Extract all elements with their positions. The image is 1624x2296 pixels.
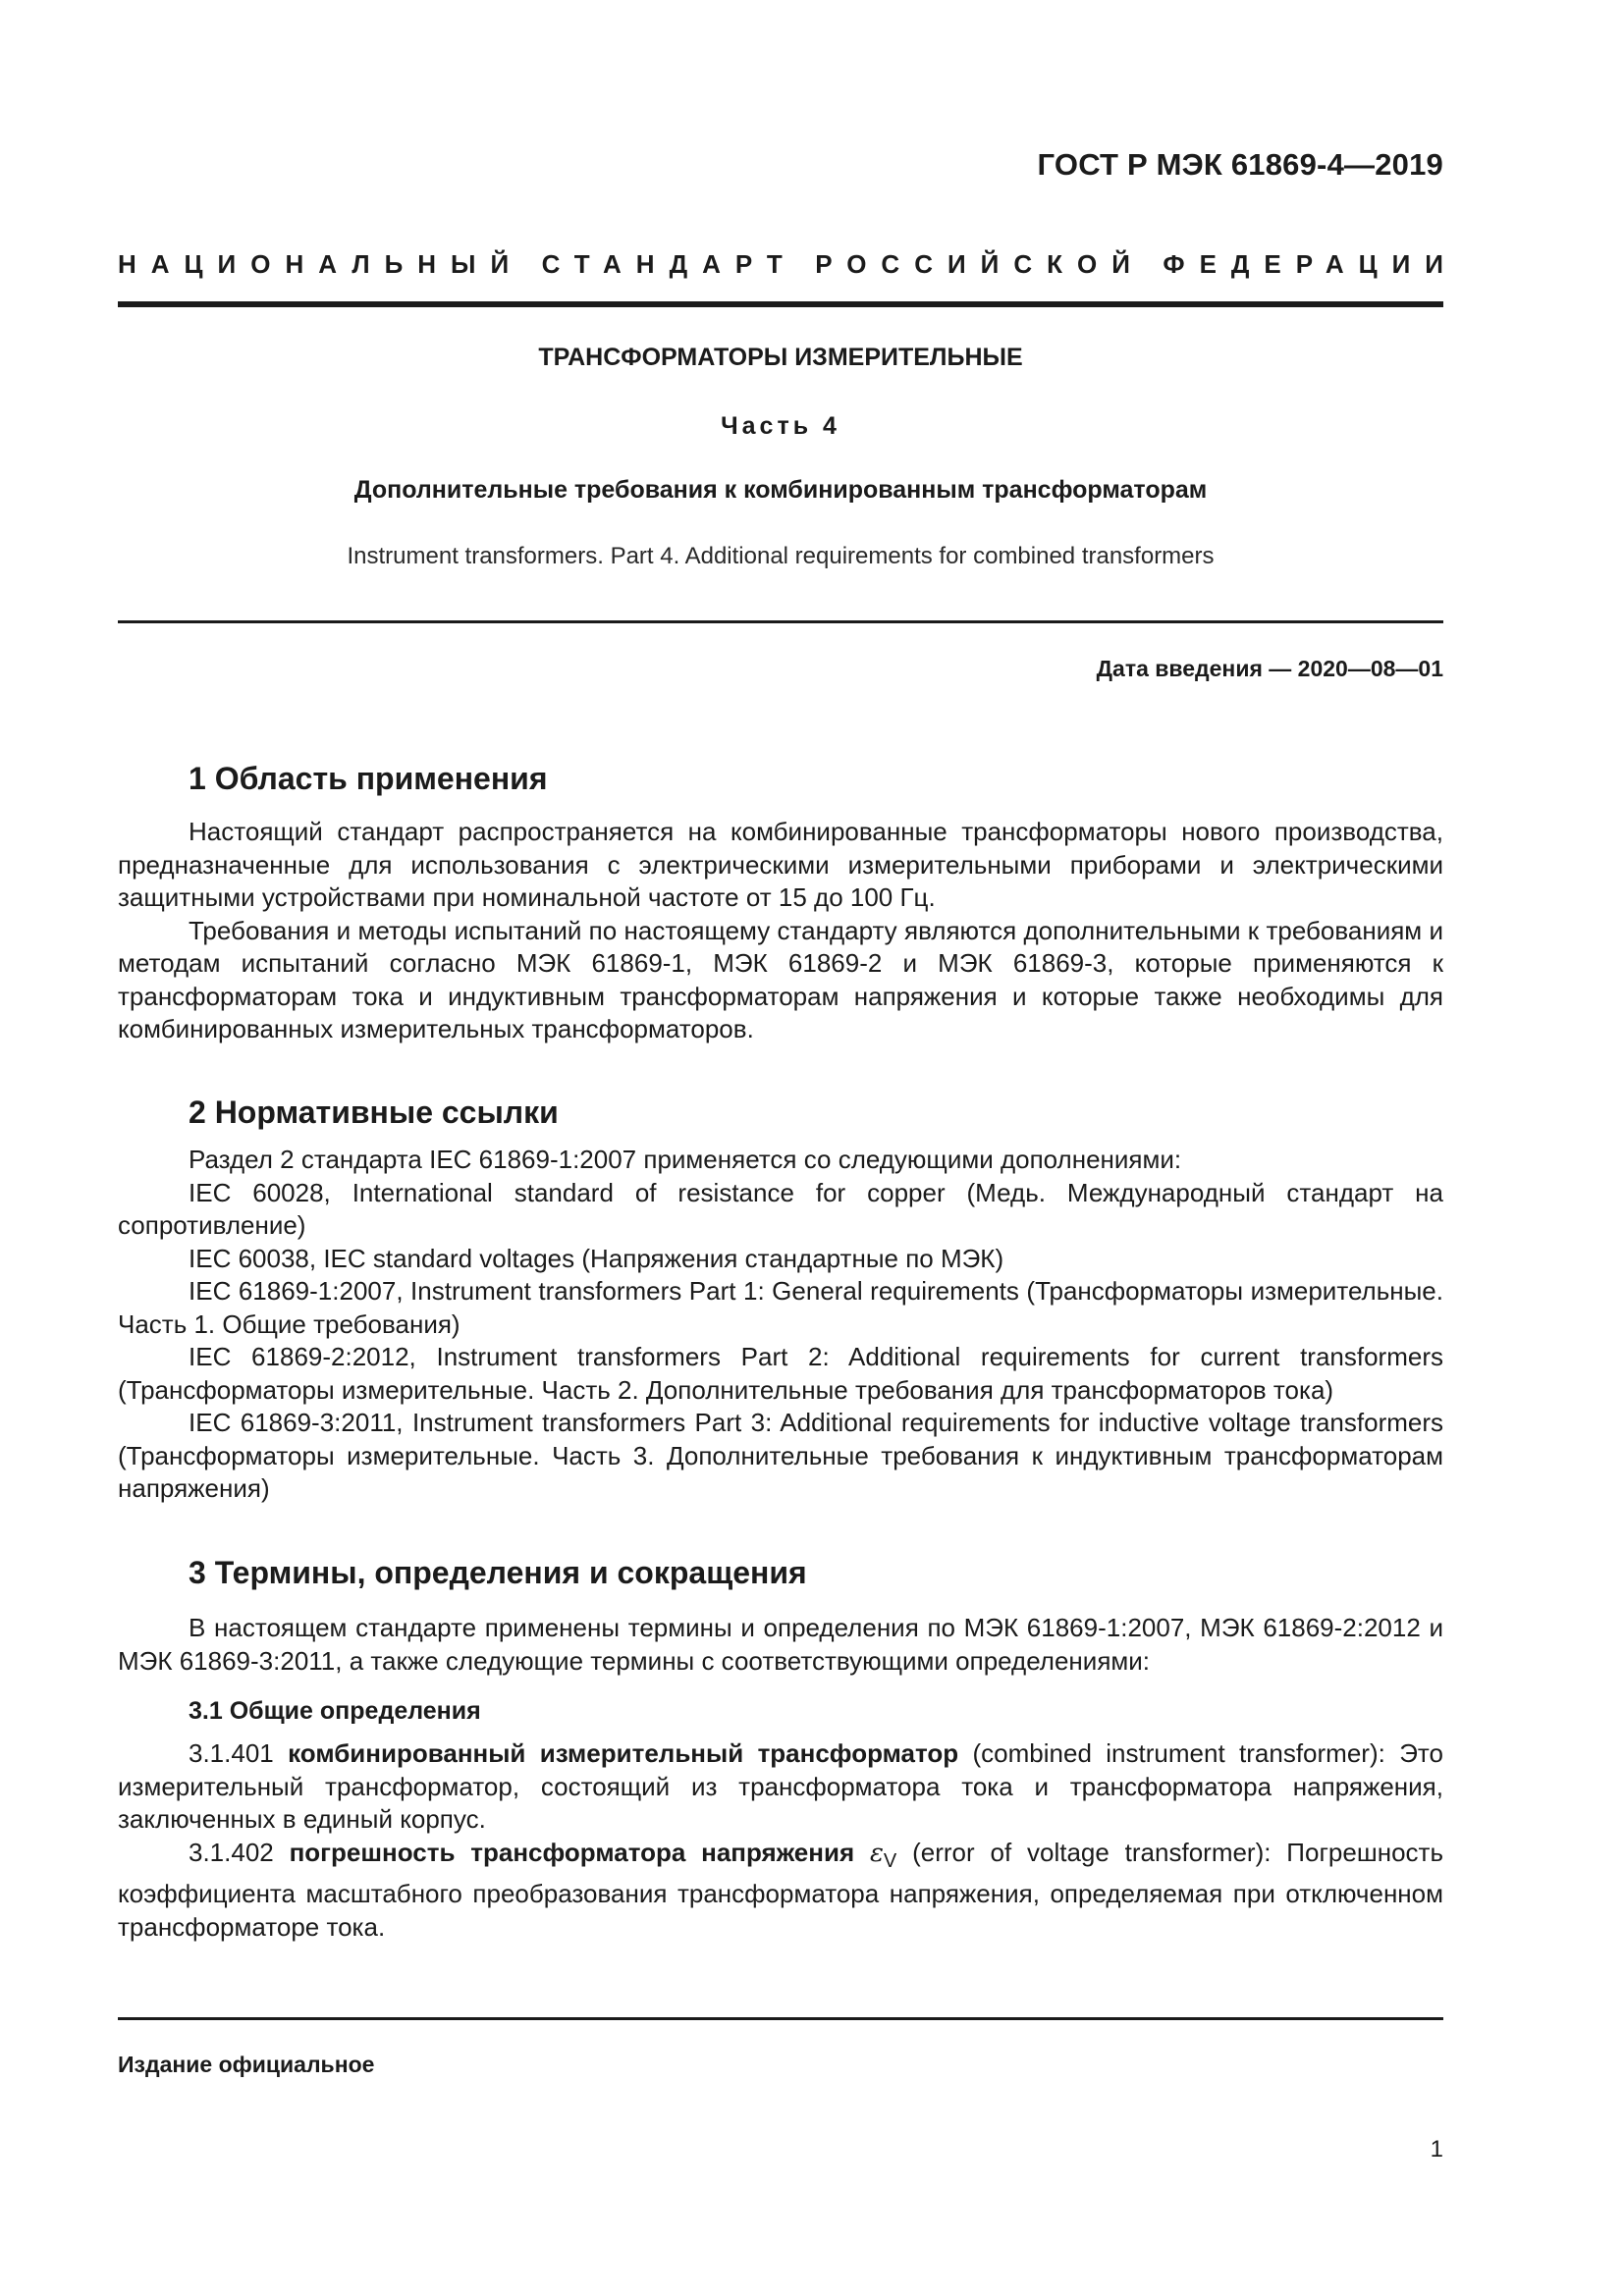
document-id: ГОСТ Р МЭК 61869-4—2019 [1037, 147, 1443, 182]
standard-subtitle: Дополнительные требования к комбинированным трансформаторам [353, 476, 1208, 504]
banner-word-3: РОССИЙСКОЙ [815, 249, 1145, 279]
section-heading: 1 Область применения [189, 761, 548, 796]
section-heading: 3 Термины, определения и сокращения [189, 1555, 807, 1590]
reference-item: IEC 60028, International standard of resistance for copper (Медь. Международный стандарт на сопротивление) [118, 1177, 1443, 1240]
definition-number: 3.1.402 [189, 1837, 274, 1867]
paragraph: Настоящий стандарт распространяется на комбинированные трансформаторы нового производства, предназначенные для использования с электрическими измерительными приборами и электрическими защитными устройствами при номинальной частоте от 15 до 100 Гц. [118, 817, 1443, 912]
reference-item: IEC 60038, IEC standard voltages (Напряжения стандартные по МЭК) [189, 1243, 1004, 1273]
paragraph: В настоящем стандарте применены термины и определения по МЭК 61869-1:2007, МЭК 61869-2:2012 и МЭК 61869-3:2011, а также следующие термины с соответствующими определениями: [118, 1613, 1443, 1676]
banner-word-1: НАЦИОНАЛЬНЫЙ [118, 249, 524, 279]
reference-item: IEC 61869-3:2011, Instrument transformers Part 3: Additional requirements for inductive voltage transformers (Трансформаторы измерительные. Часть 3. Дополнительные требования к индуктивным трансформаторам напряжения) [118, 1408, 1443, 1503]
section-normative-references [118, 1093, 1443, 1506]
reference-item: IEC 61869-1:2007, Instrument transformers Part 1: General requirements (Трансформаторы измерительные. Часть 1. Общие требования) [118, 1276, 1443, 1339]
reference-item: IEC 61869-2:2012, Instrument transformers Part 2: Additional requirements for current transformers (Трансформаторы измерительные. Часть 2. Дополнительные требования для трансформаторов тока) [118, 1342, 1443, 1405]
definition-term: комбинированный измерительный трансформатор [288, 1738, 959, 1768]
section-heading: 2 Нормативные ссылки [189, 1095, 559, 1130]
standard-part: Часть 4 [721, 412, 840, 440]
standard-title: ТРАНСФОРМАТОРЫ ИЗМЕРИТЕЛЬНЫЕ [538, 344, 1023, 371]
banner-word-4: ФЕДЕРАЦИИ [1163, 249, 1458, 279]
definition-text: (combined instrument transformer): Это измерительный трансформатор, состоящий из трансформатора тока и трансформатора напряжения, заключенных в единый корпус. [118, 1738, 1443, 1834]
definition-3-1-402 [118, 1837, 1443, 1945]
paragraph: Раздел 2 стандарта IEC 61869-1:2007 применяется со следующими дополнениями: [189, 1145, 1182, 1174]
header-rule [118, 301, 1443, 307]
definition-term: погрешность трансформатора напряжения [289, 1837, 855, 1867]
paragraph: Требования и методы испытаний по настоящему стандарту являются дополнительными к требованиям и методам испытаний согласно МЭК 61869-1, МЭК 61869-2 и МЭК 61869-3, которые применяются к трансформаторам тока и индуктивным трансформаторам напряжения и которые также необходимы для комбинированных измерительных трансформаторов. [118, 915, 1443, 1043]
footer-rule [118, 2017, 1443, 2020]
page-number: 1 [1430, 2136, 1443, 2163]
error-symbol: $\varepsilon_V$ [869, 1838, 897, 1872]
banner-word-2: СТАНДАРТ [541, 249, 797, 279]
introduction-date: Дата введения — 2020—08—01 [1096, 656, 1443, 681]
section-terms [118, 1553, 1443, 1944]
definition-number: 3.1.401 [189, 1738, 274, 1768]
subsection-heading: 3.1 Общие определения [189, 1697, 481, 1725]
definition-text: (error of voltage transformer): Погрешность коэффициента масштабного преобразования трансформатора напряжения, определяемая при отключенном трансформаторе тока. [118, 1837, 1443, 1942]
section-scope [118, 759, 1443, 1046]
edition-label: Издание официальное [118, 2052, 375, 2077]
national-standard-banner [118, 249, 1458, 280]
definition-3-1-401 [118, 1737, 1443, 1837]
title-rule [118, 620, 1443, 623]
english-title: Instrument transformers. Part 4. Additional requirements for combined transformers [347, 543, 1215, 569]
